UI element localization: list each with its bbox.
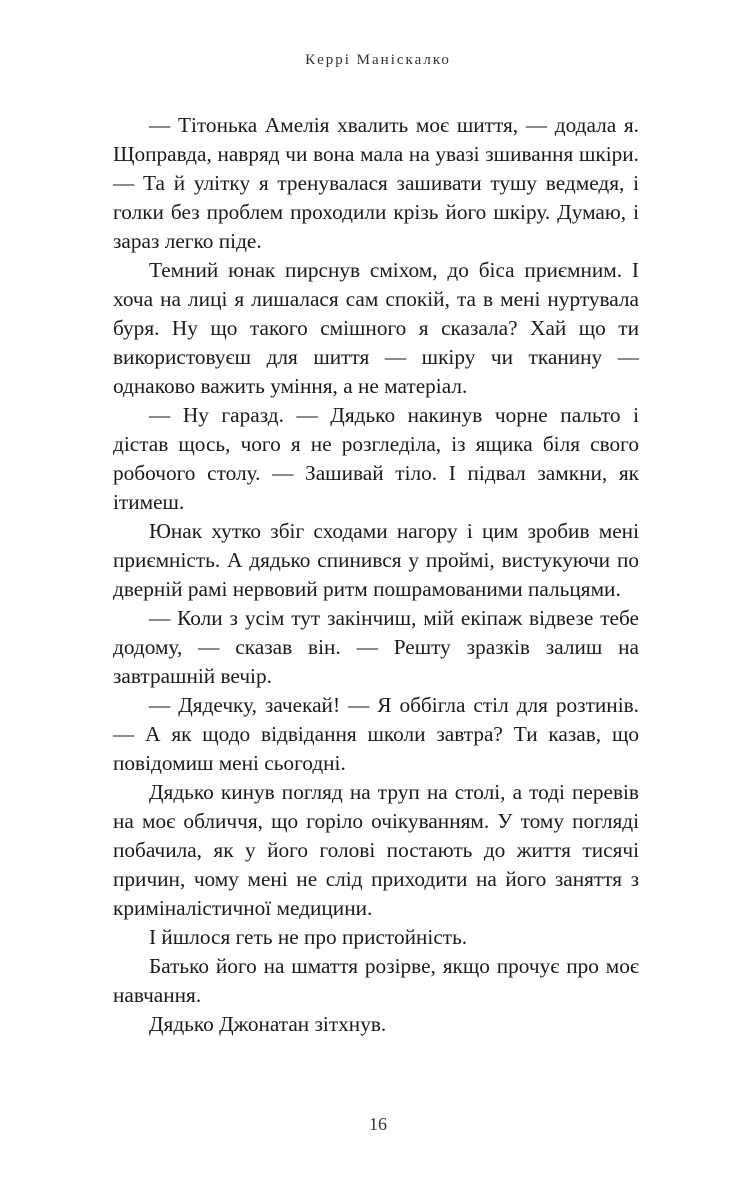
paragraph: Дядько Джонатан зітхнув. (149, 1012, 387, 1036)
paragraph: І йшлося геть не про пристойність. (149, 925, 468, 949)
paragraph: — Ну гаразд. — Дядько накинув чорне пальто і дістав щось, чого я не розгледіла, із ящика біля свого робочого столу. — Зашивай тіло. І підвал замкни, як ітимеш. (113, 403, 639, 514)
paragraph: Темний юнак пирснув сміхом, до біса приємним. І хоча на лиці я лишалася сам спокій, та в мені нуртувала буря. Ну що такого смішного я сказала? Хай що ти використовуєш для шиття — шкіру чи тканину — однаково важить уміння, а не матеріал. (113, 258, 639, 398)
paragraph: Юнак хутко збіг сходами нагору і цим зробив мені приємність. А дядько спинився у проймі, вистукуючи по дверній рамі нервовий ритм пошрамованими пальцями. (113, 519, 639, 601)
page-number: 16 (369, 1114, 387, 1134)
running-head: Кeррі Маніскалко (305, 52, 451, 68)
paragraph: Батько його на шмаття розірве, якщо прочує про моє навчання. (113, 954, 639, 1007)
paragraph: Дядько кинув погляд на труп на столі, а тоді перевів на моє обличчя, що горіло очікуванням. У тому погляді побачила, як у його голові постають до життя тисячі причин, чому мені не слід приходити на його заняття з криміналістичної медицини. (113, 780, 639, 920)
paragraph: — Дядечку, зачекай! — Я оббігла стіл для розтинів. — А як щодо відвідання школи завтра? Ти казав, що повідомиш мені сьогодні. (113, 693, 639, 775)
body-text (113, 111, 639, 1039)
paragraph: — Коли з усім тут закінчиш, мій екіпаж відвезе тебе додому, — сказав він. — Решту зразків залиш на завтрашній вечір. (113, 606, 639, 688)
paragraph: — Тітонька Амелія хвалить моє шиття, — додала я. Щоправда, навряд чи вона мала на увазі зшивання шкіри. — Та й улітку я тренувалася зашивати тушу ведмедя, і голки без проблем проходили крізь його шкіру. Думаю, і зараз легко піде. (113, 113, 639, 253)
